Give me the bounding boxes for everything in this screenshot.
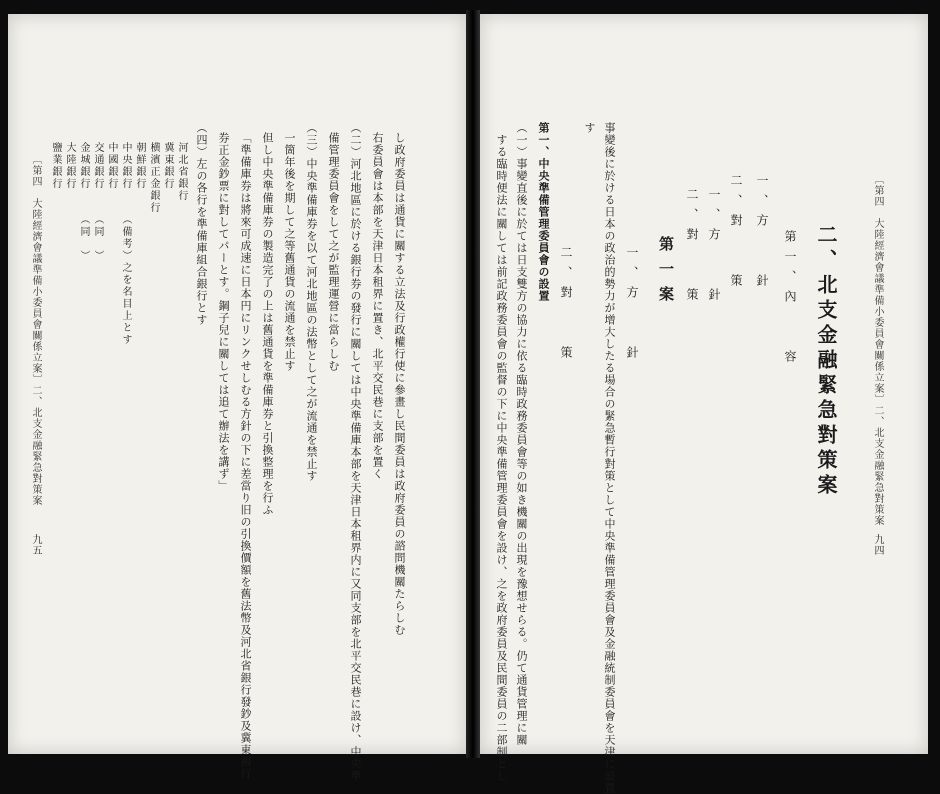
body-line: 但し中央準備庫券の製造完了の上は舊通貨を準備庫券と引換整理を行ふ <box>261 132 274 516</box>
body-line: 右委員會は本部を天津日本租界に置き、北平交民巷に支部を置く <box>371 132 384 480</box>
body-line: （四）左の各行を準備庫組合銀行とす <box>195 122 208 326</box>
left-page <box>8 14 466 782</box>
bank-name: 大陸銀行 <box>64 142 75 190</box>
book-gutter <box>466 10 480 758</box>
body-line: 券正金鈔票に對してパーとす。鋼子兒に關しては追て辦法を講ず」 <box>217 132 230 492</box>
body-line: 備管理委員會をして之が監理運營に當らしむ <box>327 132 340 372</box>
body-line: する臨時便法に關しては前記政務委員會の監督の下に中央準備管理委員會を設け、之を政府委員及民間委員の二部制とし <box>495 134 508 782</box>
bank-name: 冀東銀行 <box>162 142 173 190</box>
bank-name: 横濱正金銀行 <box>148 142 159 214</box>
page-number: 九五 <box>30 534 41 556</box>
body-line: し政府委員は通貨に關する立法及行政權行使に參畫し民間委員は政府委員の諮問機關たらしむ <box>393 132 406 636</box>
bank-note: （同 ） <box>78 214 89 262</box>
right-page <box>480 14 928 794</box>
bank-name: 中央銀行 <box>120 142 131 190</box>
body-line: （一）事變直後に於ては日支雙方の協力に依る臨時政務委員會等の如き機關の出現を豫想せらる。仍て通貨管理に關 <box>515 122 528 746</box>
section-heading: 第一、中央準備管理委員會の設置 <box>537 122 550 302</box>
contents-item-sub: 一、方 針 <box>707 188 721 308</box>
body-line: （三）中央準備庫券を以て河北地區の法幣として之が流通を禁止す <box>305 122 318 482</box>
body-line: 「準備庫券は將來可成速に日本円にリンクせしむる方針の下に差當り旧の引換價額を舊法幣及河北省銀行發鈔及冀東銀行 <box>239 132 252 780</box>
bank-name: 中國銀行 <box>106 142 117 190</box>
page-number: 九四 <box>872 534 883 556</box>
contents-item: 一、方 針 <box>755 174 769 294</box>
bank-note: （同 ） <box>92 214 103 262</box>
bank-name: 朝鮮銀行 <box>134 142 145 190</box>
contents-item: 二、對 策 <box>729 174 743 294</box>
bank-name: 鹽業銀行 <box>50 142 61 190</box>
policy-heading: 一、方 針 <box>625 246 639 366</box>
contents-heading: 第一、內 容 <box>783 230 797 370</box>
policy-text: 事變後に於ける日本の政治的勢力が增大したる場合の緊急暫行對策として中央準備管理委員會及金融統制委員會を天津に設置 <box>603 122 616 794</box>
policy-text-end: す <box>583 122 596 134</box>
bank-name: 金城銀行 <box>78 142 89 190</box>
body-line: （二）河北地區に於ける銀行券の發行に關しては中央準備庫本部を天津日本租界内に又同支部を北平交民巷に設け、中央準 <box>349 122 362 782</box>
bank-name: 交通銀行 <box>92 142 103 190</box>
body-line: 一箇年後を期して之等舊通貨の流通を禁止す <box>283 132 296 372</box>
document-title: 二、北支金融緊急對策案 <box>814 224 838 499</box>
bank-name: 河北省銀行 <box>176 142 187 202</box>
contents-item-sub: 二、對 策 <box>685 188 699 308</box>
running-header: 〔第四 大陸經濟會議準備小委員會關係立案〕二、北支金融緊急對策案 <box>30 154 41 506</box>
bank-note: （備考）之を名目上とす <box>120 214 131 346</box>
running-header: 〔第四 大陸經濟會議準備小委員會關係立案〕二、北支金融緊急對策案 <box>872 174 883 526</box>
plan-heading: 第一案 <box>657 236 675 311</box>
measures-heading: 二、對 策 <box>559 246 573 366</box>
